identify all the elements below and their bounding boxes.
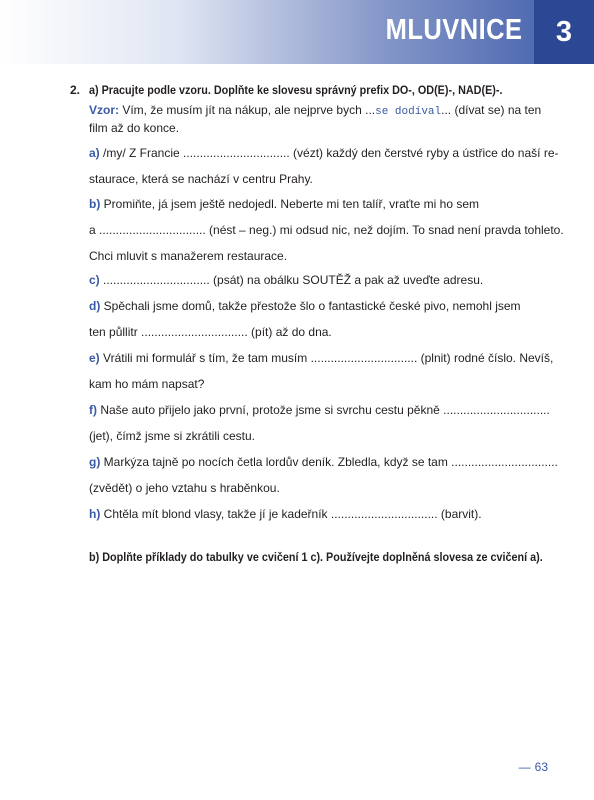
item-text: Spěchali jsme domů, takže přestože šlo o fantastické české pivo, nemohl jsem: [103, 299, 521, 313]
item-line: [89, 455, 558, 469]
chapter-badge: [534, 0, 594, 64]
item-text: Chci mluvit s manažerem restaurace.: [89, 249, 288, 263]
item-line: [89, 351, 553, 365]
vzor-text-1: Vím, že musím jít na nákup, ale nejprve bych ...: [119, 103, 376, 117]
item-line: [89, 299, 521, 313]
item-line: [89, 146, 558, 160]
item-line: [89, 403, 550, 417]
item-line: [89, 273, 483, 287]
item-label: a): [89, 146, 104, 160]
item-line: [89, 377, 204, 391]
page-dash: —: [518, 760, 531, 774]
vzor-text-2: ... (dívat se) na ten: [441, 103, 542, 117]
page-number: [519, 760, 548, 774]
item-text: Markýza tajně po nocích četla lordův deník. Zbledla, když se tam ................................: [103, 455, 558, 469]
section-title: MLUVNICE: [385, 14, 522, 46]
vzor-line-1: [89, 103, 541, 118]
item-text: Promiňte, já jsem ještě nedojedl. Neberte mi ten talíř, vraťte mi ho sem: [103, 197, 479, 211]
chapter-number: 3: [555, 15, 573, 48]
item-text: Vrátili mi formulář s tím, že tam musím ................................ (plnit) rodné číslo. Nevíš,: [103, 351, 554, 365]
page-number-value: 63: [534, 760, 548, 774]
item-line: [89, 429, 255, 443]
task-b-instruction: b) Doplňte příklady do tabulky ve cvičení 1 c). Používejte doplněná slovesa ze cvičení a).: [89, 550, 543, 564]
item-label: e): [89, 351, 104, 365]
item-line: [89, 249, 287, 263]
item-line: [89, 507, 482, 521]
item-label: c): [89, 273, 104, 287]
item-text: (zvědět) o jeho vztahu s hraběnkou.: [89, 481, 280, 495]
item-label: b): [89, 197, 104, 211]
item-text: Naše auto přijelo jako první, protože jsme si svrchu cestu pěkně ................................: [100, 403, 550, 417]
item-line: [89, 223, 564, 237]
item-text: a ................................ (nést – neg.) mi odsud nic, než dojím. To snad není pravda tohleto.: [89, 223, 564, 237]
item-line: [89, 325, 332, 339]
vzor-line-2: film až do konce.: [89, 121, 180, 135]
item-text: ten půllitr ................................ (pít) až do dna.: [89, 325, 332, 339]
item-text: kam ho mám napsat?: [89, 377, 205, 391]
item-text: (jet), čímž jsme si zkrátili cestu.: [89, 429, 256, 443]
item-text: /my/ Z Francie ................................ (vézt) každý den čerstvé ryby a ústřice do naší re-: [103, 146, 559, 160]
vzor-fill: se dodíval: [375, 106, 442, 118]
item-line: [89, 197, 479, 211]
item-text: ................................ (psát) na obálku SOUTĚŽ a pak až uveďte adresu.: [103, 273, 484, 287]
item-label: g): [89, 455, 104, 469]
item-label: d): [89, 299, 104, 313]
item-text: Chtěla mít blond vlasy, takže jí je kadeřník ................................ (barvit).: [103, 507, 482, 521]
exercise-number: 2.: [70, 83, 81, 97]
task-a-instruction: a) Pracujte podle vzoru. Doplňte ke slovesu správný prefix DO-, OD(E)-, NAD(E)-.: [89, 83, 503, 97]
item-line: [89, 172, 313, 186]
item-label: h): [89, 507, 104, 521]
item-label: f): [89, 403, 101, 417]
item-text: staurace, která se nachází v centru Prahy.: [89, 172, 313, 186]
item-line: [89, 481, 280, 495]
vzor-label: Vzor:: [89, 103, 119, 117]
